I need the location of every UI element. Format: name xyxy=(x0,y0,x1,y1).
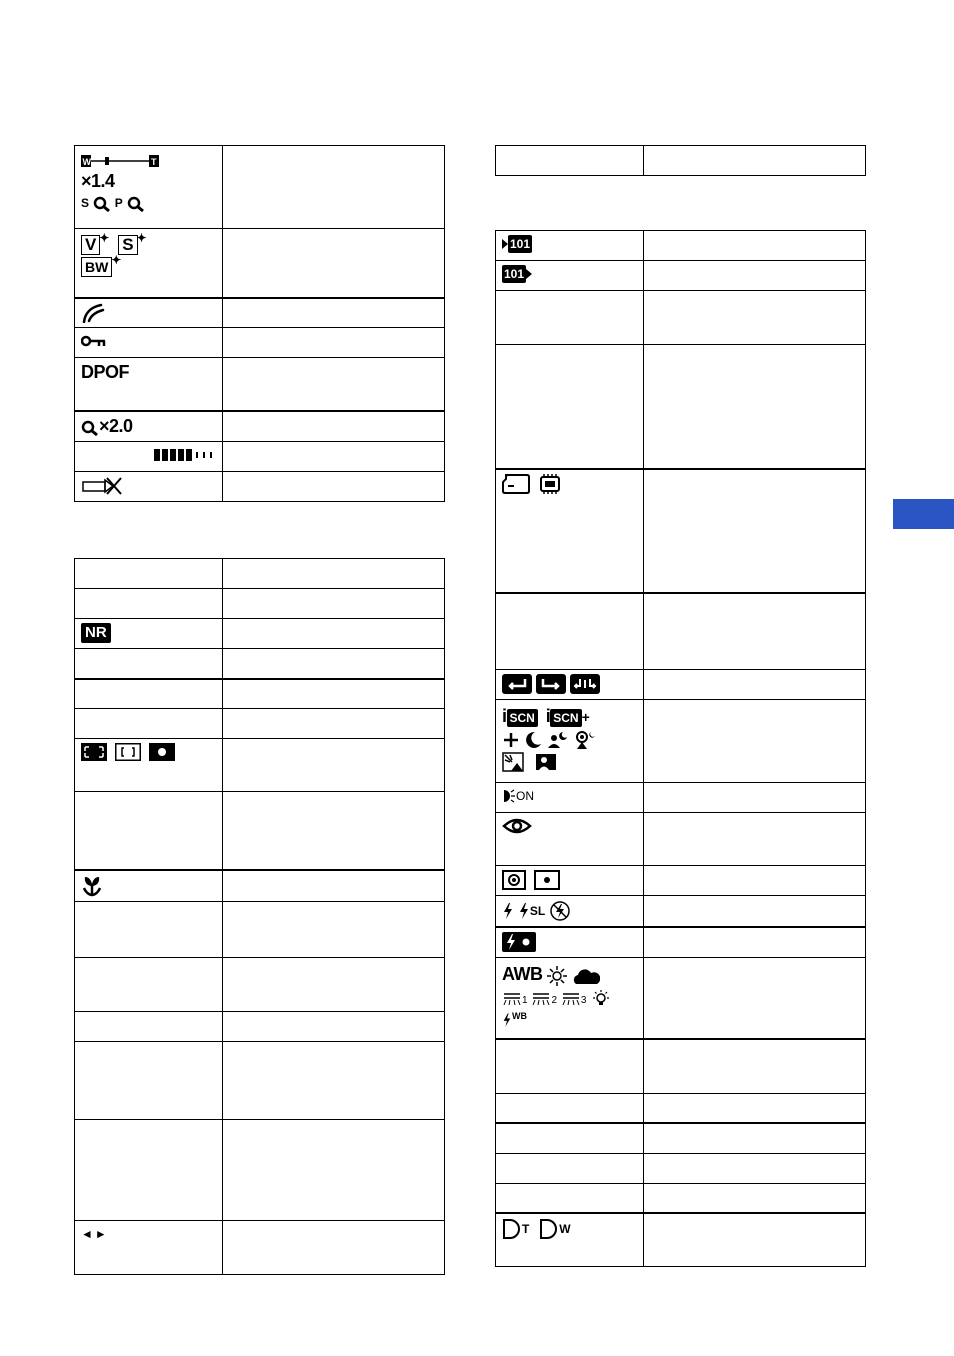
fluorescent-3-icon: 3 xyxy=(561,990,587,1006)
flash-icon xyxy=(502,902,514,920)
magnifier-icon xyxy=(127,196,145,212)
magnifier-icon xyxy=(81,420,99,436)
vivid-icon: V ✦ xyxy=(81,235,100,255)
icon-table-left-bottom xyxy=(74,558,445,1275)
rotate-both-icon xyxy=(570,674,600,694)
red-eye-reduction-icon xyxy=(502,817,532,835)
night-scene-icon xyxy=(524,731,542,749)
intelligent-scene-plus-icon: i SCN + xyxy=(545,706,590,726)
slow-sync-icon: SL xyxy=(518,902,545,918)
night-portrait-icon xyxy=(546,731,568,749)
volume-bar-icon xyxy=(154,449,216,461)
folder-play-icon: 101 xyxy=(502,265,532,281)
fluorescent-2-icon: 2 xyxy=(531,990,557,1006)
dro-plus-icon: W xyxy=(539,1220,570,1236)
intelligent-scene-icon: i SCN xyxy=(502,709,538,725)
precision-zoom-label: P xyxy=(114,196,123,211)
folder-record-icon: 101 xyxy=(502,235,532,251)
dro-standard-icon: T xyxy=(502,1220,529,1236)
bw-icon: BW ✦ xyxy=(81,257,112,277)
left-right-arrows-icon: ◄► xyxy=(81,1226,109,1241)
icon-table-right-top xyxy=(495,145,866,176)
twilight-portrait-icon xyxy=(572,730,596,750)
zoom-bar-icon xyxy=(81,155,159,167)
incandescent-icon xyxy=(590,989,612,1009)
section-tab xyxy=(893,499,954,529)
flash-white-balance-icon: WB xyxy=(502,1011,527,1027)
internal-memory-icon xyxy=(538,474,562,494)
color-mode-cell xyxy=(75,229,223,298)
key-icon xyxy=(81,334,107,348)
icon-table-right-bottom xyxy=(495,230,866,1267)
rotate-down-right-icon xyxy=(536,674,566,694)
af-spot-frame-icon xyxy=(149,743,175,761)
auto-white-balance-icon: AWB xyxy=(502,963,543,984)
svg-text:T: T xyxy=(151,157,157,168)
backlight-scene-icon xyxy=(502,752,524,772)
icon-table-left-top xyxy=(74,145,445,502)
zoom-cell xyxy=(75,146,223,229)
multi-metering-icon xyxy=(502,870,526,890)
macro-icon xyxy=(81,875,103,897)
flash-off-icon xyxy=(549,900,571,922)
sepia-icon: S ✦ xyxy=(118,235,137,255)
memory-card-icon xyxy=(502,474,530,494)
af-multi-frame-icon xyxy=(81,743,107,761)
magnifier-icon xyxy=(93,196,111,212)
noise-reduction-icon: NR xyxy=(81,623,111,643)
flash-charging-icon xyxy=(502,932,536,952)
desc-cell xyxy=(223,146,445,229)
smart-zoom-label: S xyxy=(81,196,90,211)
pen-icon xyxy=(81,303,107,323)
svg-text:W: W xyxy=(82,157,91,168)
zoom-scale: ×1.4 xyxy=(81,170,115,191)
cloudy-icon xyxy=(572,967,600,985)
dpof-label: DPOF xyxy=(81,362,130,382)
af-illuminator-on-icon: ON xyxy=(502,787,534,803)
pictbridge-disconnect-icon xyxy=(81,476,125,496)
af-center-frame-icon xyxy=(115,743,141,761)
playback-zoom-value: ×2.0 xyxy=(99,415,133,436)
backlight-portrait-icon xyxy=(534,752,558,772)
spot-metering-icon xyxy=(534,870,560,890)
daylight-icon xyxy=(546,965,568,987)
fluorescent-1-icon: 1 xyxy=(502,990,528,1006)
rotate-enter-icon xyxy=(502,674,532,694)
soft-snap-icon xyxy=(502,731,520,749)
